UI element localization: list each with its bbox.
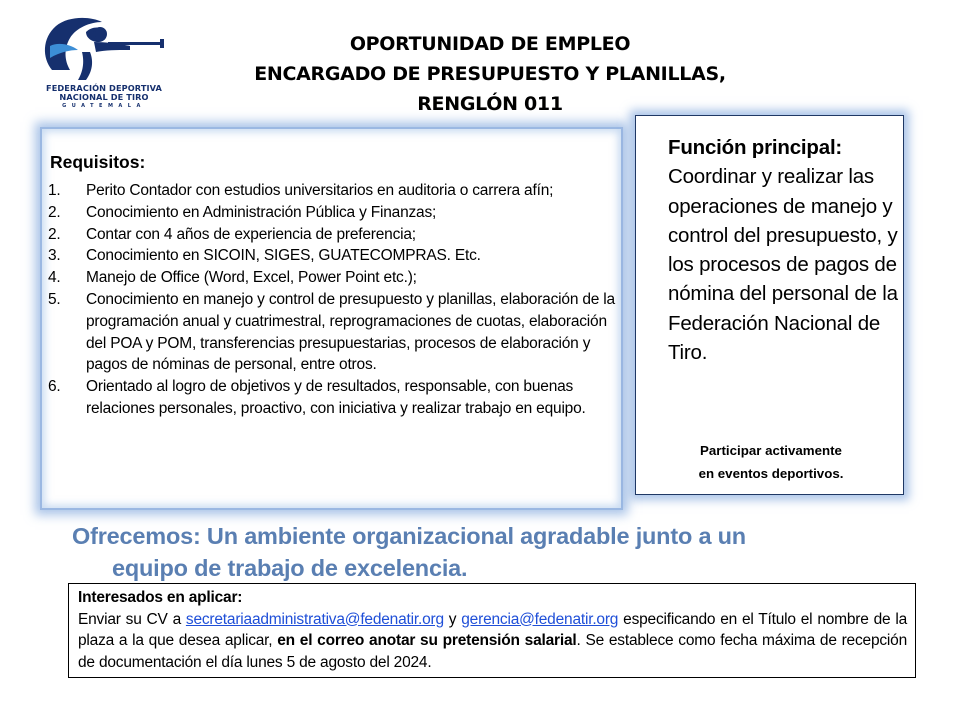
shooter-emblem-icon [34, 12, 174, 84]
title-line2: ENCARGADO DE PRESUPUESTO Y PLANILLAS, [254, 63, 726, 85]
offer-line1: Ofrecemos: Un ambiente organizacional agradable junto a un [72, 523, 746, 549]
page-title [180, 29, 800, 119]
logo-country: GUATEMALA [62, 103, 146, 109]
item-text: Conocimiento en manejo y control de presupuesto y planillas, elaboración de la programación anual y cuatrimestral, reprogramaciones de cuotas, elaboración del POA y POM, transferencias presupuestarias, procesos de elaboración y pagos de nóminas de personal, entre otros. [86, 290, 615, 374]
logo-name-line1: FEDERACIÓN DEPORTIVA [46, 83, 162, 93]
apply-heading: Interesados en aplicar: [78, 589, 243, 606]
offer-line2: equipo de trabajo de excelencia. [112, 555, 468, 581]
requirements-heading: Requisitos: [50, 152, 146, 172]
item-number: 3. [48, 247, 61, 265]
item-text: Perito Contador con estudios universitarios en auditoria o carrera afín; [86, 182, 554, 199]
apply-instructions-box [68, 583, 916, 678]
item-number: 6. [48, 378, 61, 396]
apply-text-end: . Se establece como fecha máxima de recepción de documentación el día lunes 5 de agosto del 2024. [78, 632, 907, 671]
list-item [48, 376, 623, 420]
function-body: Coordinar y realizar las operaciones de manejo y control del presupuesto, y los procesos de pagos de nómina del personal de la Federación Nacional de Tiro. [668, 165, 898, 365]
apply-text-after: especificando en el Título el nombre de la plaza a la que desea aplicar, [78, 610, 908, 649]
apply-text-and: y [443, 610, 462, 628]
list-item [48, 180, 623, 202]
apply-text-before: Enviar su CV a [78, 610, 186, 628]
list-item [48, 202, 623, 224]
list-item [48, 224, 623, 246]
list-item [48, 289, 623, 376]
item-text: Contar con 4 años de experiencia de preferencia; [86, 225, 416, 243]
function-description [668, 133, 900, 367]
list-item [48, 245, 623, 267]
email-link-secretaria[interactable]: secretariaadministrativa@fedenatir.org [185, 610, 444, 628]
function-note-line2: en eventos deportivos. [698, 465, 844, 481]
item-number: 1. [48, 182, 61, 199]
apply-salary-note: en el correo anotar su pretensión salarial [277, 632, 577, 649]
logo-name-line2: NACIONAL DE TIRO [59, 92, 149, 102]
item-number: 2. [48, 203, 61, 221]
item-number: 4. [48, 269, 61, 287]
function-note [640, 440, 902, 485]
item-text: Conocimiento en SICOIN, SIGES, GUATECOMPRAS. Etc. [86, 247, 481, 265]
function-note-line1: Participar activamente [700, 443, 842, 458]
email-link-gerencia[interactable]: gerencia@fedenatir.org [461, 610, 619, 628]
item-number: 5. [48, 290, 61, 308]
list-item [48, 267, 623, 289]
title-line3: RENGLÓN 011 [417, 93, 563, 115]
item-text: Orientado al logro de objetivos y de resultados, responsable, con buenas relaciones personales, proactivo, con iniciativa y realizar trabajo en equipo. [86, 378, 586, 417]
offer-statement [72, 520, 882, 584]
item-number: 2. [48, 225, 61, 243]
function-heading: Función principal: [668, 136, 843, 159]
title-line1: OPORTUNIDAD DE EMPLEO [349, 33, 631, 55]
federation-logo [34, 12, 174, 112]
item-text: Manejo de Office (Word, Excel, Power Point etc.); [86, 269, 417, 287]
requirements-list [48, 180, 623, 420]
item-text: Conocimiento en Administración Pública y Finanzas; [86, 203, 437, 221]
